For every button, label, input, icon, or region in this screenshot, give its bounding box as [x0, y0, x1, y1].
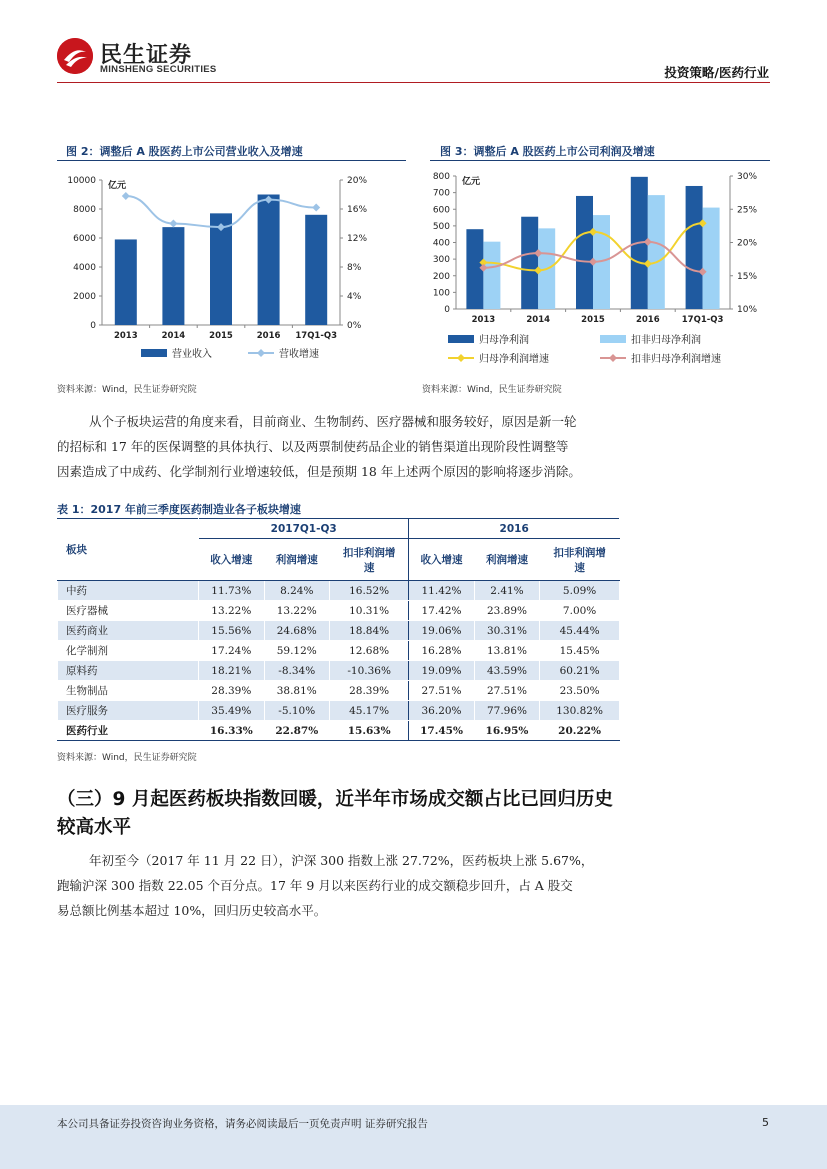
table-subheader: 扣非利润增速: [329, 539, 408, 581]
table-cell-value: 16.95%: [474, 721, 539, 741]
table-cell-value: 43.59%: [474, 661, 539, 681]
table-cell-value: 60.21%: [540, 661, 620, 681]
table-cell-value: 19.09%: [409, 661, 474, 681]
x-tick-label: 2013: [471, 315, 496, 325]
table-header-group: 2017Q1-Q3: [199, 519, 409, 539]
table-cell-value: 16.28%: [409, 641, 474, 661]
bar: [521, 217, 538, 309]
y-tick-label: 0: [444, 305, 450, 315]
table-cell-value: 23.50%: [540, 681, 620, 701]
table-cell-value: 13.81%: [474, 641, 539, 661]
table-subheader: 利润增速: [264, 539, 329, 581]
table-cell-value: 18.84%: [329, 621, 408, 641]
x-tick-label: 2015: [581, 315, 605, 325]
paragraph-line: 年初至今（2017 年 11 月 22 日），沪深 300 指数上涨 27.72%，医药板块上涨 5.67%，: [89, 853, 594, 868]
figure2-chart: [57, 166, 409, 370]
table-cell-value: 45.44%: [540, 621, 620, 641]
line-point: [312, 204, 320, 212]
table-cell-value: 30.31%: [474, 621, 539, 641]
y-tick-label: 500: [432, 221, 450, 232]
y-tick-label: 400: [432, 238, 450, 249]
y-tick-label: 0: [90, 321, 96, 331]
table-cell-value: -10.36%: [329, 661, 408, 681]
y-tick-label: 800: [432, 172, 450, 182]
growth-table: [57, 518, 620, 741]
figure3-chart: [430, 166, 770, 370]
table-cell-value: 45.17%: [329, 701, 408, 721]
y-tick-label: 200: [432, 271, 450, 282]
paragraph-line: 从个子板块运营的角度来看，目前商业、生物制药、医疗器械和服务较好，原因是新一轮: [89, 414, 577, 429]
table-cell-value: 36.20%: [409, 701, 474, 721]
legend-marker: [457, 354, 465, 362]
table-header-group: 2016: [409, 519, 620, 539]
unit-label: 亿元: [108, 181, 127, 191]
paragraph-line: 易总额比例基本超过 10%，回归历史较高水平。: [57, 903, 327, 918]
table-cell-value: 22.87%: [264, 721, 329, 741]
bar: [305, 215, 327, 325]
table-header-sector: 板块: [58, 519, 199, 581]
y-tick-label: 2000: [73, 292, 96, 302]
y-tick-label: 700: [432, 188, 450, 199]
bar: [576, 196, 593, 309]
table-row: [58, 641, 620, 661]
legend-label: 营业收入: [172, 349, 212, 360]
table-cell-sector: 生物制品: [58, 681, 199, 701]
table-cell-value: 7.00%: [540, 601, 620, 621]
x-tick-label: 17Q1-Q3: [295, 331, 338, 341]
line-point: [169, 220, 177, 228]
table-cell-sector: 医药行业: [58, 721, 199, 741]
line-point: [122, 192, 130, 200]
y2-tick-label: 20%: [737, 238, 758, 249]
table-cell-value: 2.41%: [474, 581, 539, 601]
bar: [648, 195, 665, 309]
y2-tick-label: 10%: [737, 305, 758, 315]
figure3-source: 资料来源：Wind，民生证券研究院: [422, 385, 562, 395]
y2-tick-label: 12%: [347, 234, 368, 244]
table-subheader: 利润增速: [474, 539, 539, 581]
table-cell-value: 28.39%: [329, 681, 408, 701]
footer-bar: [0, 1105, 827, 1169]
table-cell-sector: 中药: [58, 581, 199, 601]
table-cell-value: 15.45%: [540, 641, 620, 661]
legend-label: 扣非归母净利润增速: [631, 354, 721, 365]
logo-icon: [57, 38, 93, 74]
figure2-title-rule: [57, 160, 406, 161]
legend-marker: [257, 349, 265, 357]
table-cell-value: 13.22%: [199, 601, 264, 621]
bar: [115, 239, 137, 325]
paragraph-line: 的招标和 17 年的医保调整的具体执行、以及两票制使药品企业的销售渠道出现阶段性调整等: [57, 439, 569, 454]
logo-mark: [57, 38, 93, 74]
section-heading: （三）9 月起医药板块指数回暖，近半年市场成交额占比已回归历史较高水平: [57, 789, 613, 838]
table1-title: 表 1：2017 年前三季度医药制造业各子板块增速: [57, 503, 301, 516]
table-cell-value: -8.34%: [264, 661, 329, 681]
legend-label: 归母净利润: [479, 335, 529, 346]
paragraph-line: 跑输沪深 300 指数 22.05 个百分点。17 年 9 月以来医药行业的成交额稳步回升，占 A 股交: [57, 878, 573, 893]
table-cell-value: 15.63%: [329, 721, 408, 741]
table-cell-value: 16.33%: [199, 721, 264, 741]
table-cell-value: 12.68%: [329, 641, 408, 661]
y2-tick-label: 8%: [347, 263, 362, 273]
table-cell-value: 28.39%: [199, 681, 264, 701]
table-subheader: 收入增速: [409, 539, 474, 581]
legend-swatch: [448, 335, 474, 343]
table-cell-sector: 医疗服务: [58, 701, 199, 721]
table-cell-sector: 原料药: [58, 661, 199, 681]
table-cell-value: 77.96%: [474, 701, 539, 721]
y2-tick-label: 15%: [737, 271, 758, 282]
y2-tick-label: 25%: [737, 205, 758, 216]
table-cell-value: 35.49%: [199, 701, 264, 721]
table-cell-value: 24.68%: [264, 621, 329, 641]
legend-label: 归母净利润增速: [479, 354, 549, 365]
table-subheader: 收入增速: [199, 539, 264, 581]
y-tick-label: 10000: [67, 176, 96, 186]
table-cell-value: 11.42%: [409, 581, 474, 601]
bar: [686, 186, 703, 309]
legend-swatch: [141, 349, 167, 357]
table-cell-value: 38.81%: [264, 681, 329, 701]
table-cell-value: 17.45%: [409, 721, 474, 741]
legend-swatch: [600, 335, 626, 343]
y2-tick-label: 16%: [347, 205, 368, 215]
table-cell-sector: 医药商业: [58, 621, 199, 641]
table-cell-sector: 医疗器械: [58, 601, 199, 621]
table-cell-value: 10.31%: [329, 601, 408, 621]
legend-label: 营收增速: [279, 349, 319, 360]
table-cell-value: 17.42%: [409, 601, 474, 621]
table-cell-value: 27.51%: [474, 681, 539, 701]
x-tick-label: 2014: [161, 331, 186, 341]
y-tick-label: 600: [432, 205, 450, 216]
table-row: [58, 681, 620, 701]
table-cell-value: 59.12%: [264, 641, 329, 661]
y-tick-label: 300: [432, 255, 450, 266]
table-row: [58, 701, 620, 721]
table-cell-value: 19.06%: [409, 621, 474, 641]
table-cell-value: 15.56%: [199, 621, 264, 641]
y-tick-label: 100: [432, 288, 450, 299]
y2-tick-label: 0%: [347, 321, 362, 331]
table-row: [58, 601, 620, 621]
footer-disclaimer: 本公司具备证券投资咨询业务资格，请务必阅读最后一页免责声明 证券研究报告: [57, 1118, 428, 1130]
figure3-title: 图 3：调整后 A 股医药上市公司利润及增速: [440, 145, 655, 158]
y2-tick-label: 4%: [347, 292, 362, 302]
table-cell-value: 13.22%: [264, 601, 329, 621]
x-tick-label: 17Q1-Q3: [681, 315, 724, 325]
figure2-source: 资料来源：Wind，民生证券研究院: [57, 385, 197, 395]
table-cell-value: 27.51%: [409, 681, 474, 701]
table-cell-value: 130.82%: [540, 701, 620, 721]
y2-tick-label: 30%: [737, 172, 758, 182]
table-cell-value: 20.22%: [540, 721, 620, 741]
table-row: [58, 581, 620, 601]
table-cell-value: 17.24%: [199, 641, 264, 661]
bar: [258, 195, 280, 326]
table-cell-value: 18.21%: [199, 661, 264, 681]
x-tick-label: 2013: [113, 331, 138, 341]
bar: [483, 242, 500, 309]
table-cell-value: -5.10%: [264, 701, 329, 721]
table-row: [58, 661, 620, 681]
bar: [162, 227, 184, 325]
table-row: [58, 721, 620, 741]
unit-label: 亿元: [462, 177, 481, 187]
table1-source: 资料来源：Wind，民生证券研究院: [57, 753, 197, 763]
legend-label: 扣非归母净利润: [631, 335, 701, 346]
legend-marker: [609, 354, 617, 362]
x-tick-label: 2015: [209, 331, 233, 341]
y2-tick-label: 20%: [347, 176, 368, 186]
table-cell-value: 23.89%: [474, 601, 539, 621]
table-cell-value: 8.24%: [264, 581, 329, 601]
report-category: 投资策略/医药行业: [664, 65, 769, 80]
x-tick-label: 2016: [256, 331, 281, 341]
table-subheader: 扣非利润增速: [540, 539, 620, 581]
table-row: [58, 621, 620, 641]
logo-subtext: MINSHENG SECURITIES: [100, 64, 217, 75]
table-cell-value: 5.09%: [540, 581, 620, 601]
x-tick-label: 2016: [635, 315, 660, 325]
header-divider: [57, 82, 770, 83]
logo-text: 民生证券: [100, 43, 193, 68]
table-cell-sector: 化学制剂: [58, 641, 199, 661]
x-tick-label: 2014: [526, 315, 551, 325]
figure2-title: 图 2：调整后 A 股医药上市公司营业收入及增速: [66, 145, 303, 158]
y-tick-label: 6000: [73, 234, 96, 244]
table-cell-value: 11.73%: [199, 581, 264, 601]
y-tick-label: 8000: [73, 205, 96, 215]
y-tick-label: 4000: [73, 263, 96, 273]
figure3-title-rule: [430, 160, 770, 161]
table-cell-value: 16.52%: [329, 581, 408, 601]
page-number: 5: [762, 1116, 769, 1129]
paragraph-line: 因素造成了中成药、化学制剂行业增速较低，但是预期 18 年上述两个原因的影响将逐步消除。: [57, 464, 581, 479]
